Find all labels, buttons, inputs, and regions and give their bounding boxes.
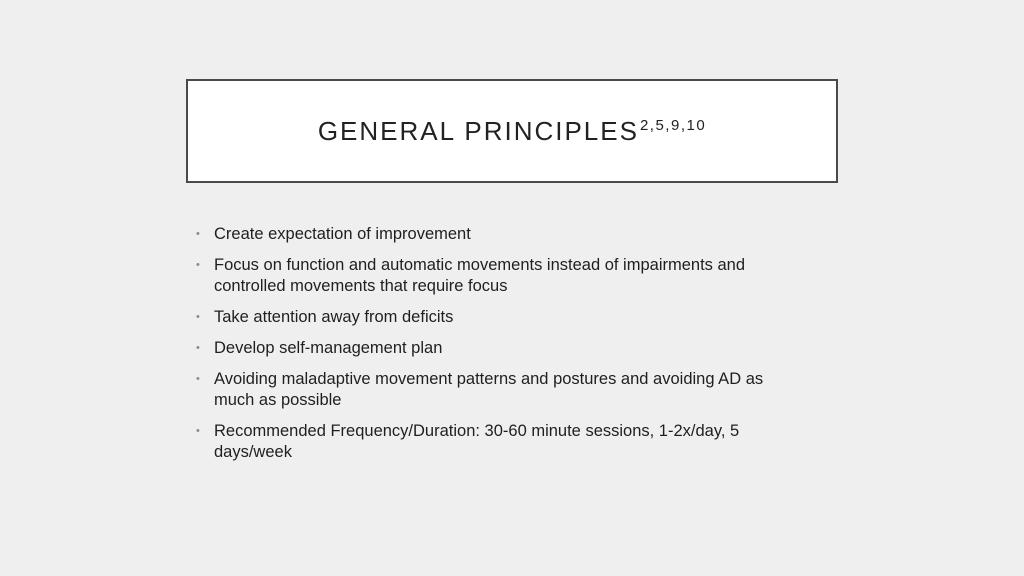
bullet-item (196, 421, 806, 463)
bullet-marker-icon: • (196, 228, 200, 240)
bullet-item (196, 224, 806, 245)
bullet-marker-icon: • (196, 259, 200, 271)
bullet-text: Recommended Frequency/Duration: 30-60 minute sessions, 1-2x/day, 5 days/week (214, 422, 740, 461)
bullet-marker-icon: • (196, 425, 200, 437)
bullet-list (196, 224, 806, 473)
bullet-text: Take attention away from deficits (214, 308, 454, 326)
bullet-item (196, 255, 806, 297)
bullet-item (196, 369, 806, 411)
title-citation-superscript: 2,5,9,10 (639, 116, 707, 134)
bullet-item (196, 338, 806, 359)
slide-title (318, 116, 706, 147)
bullet-text: Create expectation of improvement (214, 225, 471, 243)
bullet-marker-icon: • (196, 311, 200, 323)
bullet-marker-icon: • (196, 342, 200, 354)
bullet-marker-icon: • (196, 373, 200, 385)
bullet-item (196, 307, 806, 328)
bullet-text: Focus on function and automatic movements instead of impairments and controlled movements that require focus (214, 256, 746, 295)
title-box (186, 79, 838, 183)
bullet-text: Avoiding maladaptive movement patterns and postures and avoiding AD as much as possible (214, 370, 764, 409)
slide-title-text: GENERAL PRINCIPLES (317, 115, 639, 146)
bullet-text: Develop self-management plan (214, 339, 443, 357)
